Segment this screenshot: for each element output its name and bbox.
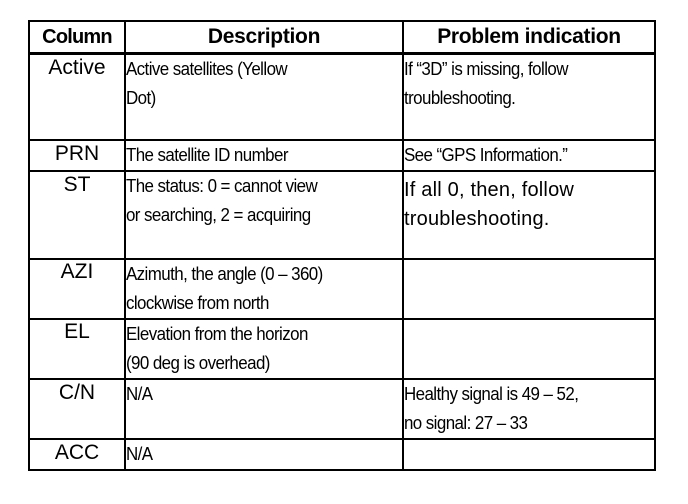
column-name-cell: PRN <box>29 140 125 171</box>
description-cell <box>125 54 386 140</box>
table-row-cn <box>29 379 655 439</box>
column-header: Column <box>29 21 125 54</box>
problem-cell <box>403 259 640 319</box>
description-line: The status: 0 = cannot view <box>125 175 318 196</box>
problem-line: no signal: 27 – 33 <box>403 412 528 433</box>
problem-line: troubleshooting. <box>404 207 550 230</box>
table-row-st <box>29 171 655 259</box>
description-cell <box>125 379 386 439</box>
table-row-prn <box>29 140 655 171</box>
problem-cell <box>403 140 640 171</box>
description-line: clockwise from north <box>125 292 269 313</box>
problem-line: If “3D” is missing, follow <box>403 59 568 79</box>
description-cell <box>125 439 386 470</box>
table-header-row <box>29 21 655 54</box>
problem-cell <box>403 319 640 379</box>
description-header: Description <box>125 21 403 54</box>
column-name-cell: Active <box>29 54 125 140</box>
table-row-acc <box>29 439 655 470</box>
problem-line: Healthy signal is 49 – 52, <box>403 383 579 404</box>
column-name-cell: AZI <box>29 259 125 319</box>
description-cell <box>125 259 386 319</box>
description-line: N/A <box>125 383 153 404</box>
table-row-active <box>29 54 655 140</box>
description-line: N/A <box>125 443 153 464</box>
problem-line: If all 0, then, follow <box>404 178 575 201</box>
problem-line: See “GPS Information.” <box>403 144 568 165</box>
description-line: Active satellites (Yellow <box>125 59 288 79</box>
problem-indication-header: Problem indication <box>403 21 655 54</box>
description-line: or searching, 2 = acquiring <box>125 204 311 225</box>
description-cell <box>125 171 386 259</box>
description-cell <box>125 140 386 171</box>
column-name-cell: EL <box>29 319 125 379</box>
problem-cell <box>403 171 655 259</box>
problem-line: troubleshooting. <box>403 88 516 108</box>
problem-cell <box>403 379 640 439</box>
gps-satellite-columns-table <box>28 20 656 471</box>
problem-cell <box>403 439 640 470</box>
description-line: Azimuth, the angle (0 – 360) <box>125 263 323 284</box>
problem-cell <box>403 54 640 140</box>
description-cell <box>125 319 386 379</box>
table-row-azi <box>29 259 655 319</box>
column-name-cell: C/N <box>29 379 125 439</box>
table-row-el <box>29 319 655 379</box>
description-line: (90 deg is overhead) <box>125 352 270 373</box>
description-line: Dot) <box>125 88 156 108</box>
column-name-cell: ACC <box>29 439 125 470</box>
description-line: The satellite ID number <box>125 144 288 165</box>
description-line: Elevation from the horizon <box>125 323 308 344</box>
column-name-cell: ST <box>29 171 125 259</box>
